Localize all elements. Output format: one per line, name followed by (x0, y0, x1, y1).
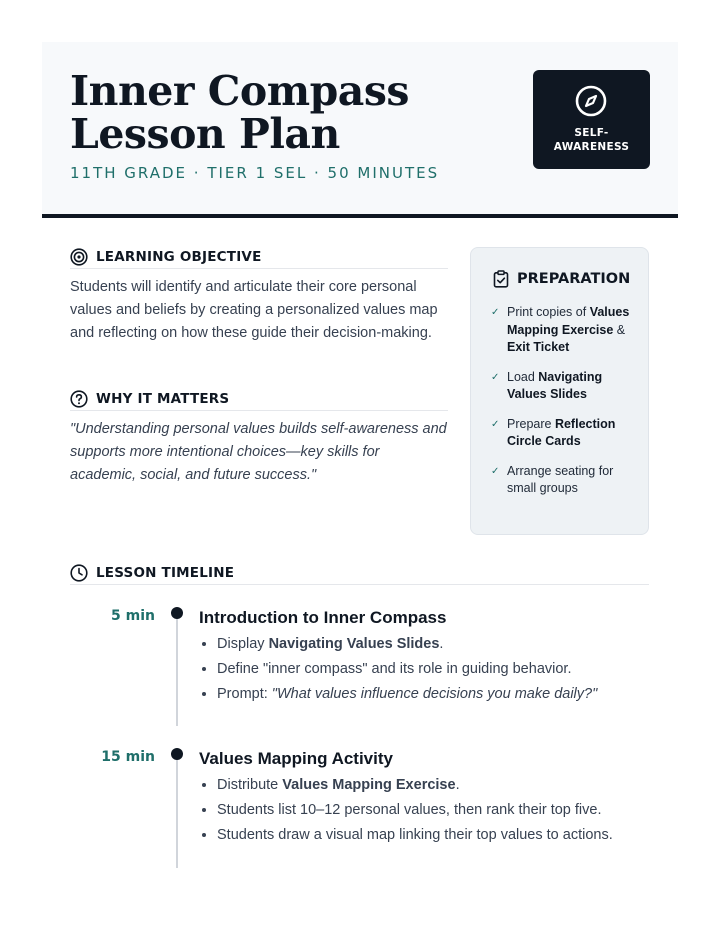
topic-badge (533, 70, 650, 169)
question-icon (70, 390, 88, 408)
target-icon (70, 248, 88, 266)
timeline-heading-label: LESSON TIMELINE (96, 565, 235, 581)
list-item: • Students draw a visual map linking their top values to actions. (217, 823, 657, 848)
list-item: • Students list 10–12 personal values, then rank their top five. (217, 798, 657, 823)
list-item: ✓ Arrange seating for small groups (491, 463, 636, 498)
clipboard-check-icon (493, 270, 509, 288)
timeline-dot (171, 607, 183, 619)
page-title: Inner Compass Lesson Plan (70, 67, 410, 158)
check-icon: ✓ (491, 418, 500, 430)
list-item: • Distribute Values Mapping Exercise. (217, 773, 657, 798)
why-heading (70, 390, 229, 408)
timeline-line (176, 753, 178, 868)
list-item: ✓ Load Navigating Values Slides (491, 369, 636, 404)
preparation-list (491, 304, 636, 498)
objective-text: Students will identify and articulate their core personal values and beliefs by creating a personalized values map and reflecting on how these guide their decision-making. (70, 279, 438, 341)
list-item: • Display Navigating Values Slides. (217, 632, 657, 657)
list-item: • Define "inner compass" and its role in guiding behavior. (217, 657, 657, 682)
divider (70, 268, 448, 269)
why-heading-label: WHY IT MATTERS (96, 391, 230, 407)
timeline-dot (171, 748, 183, 760)
preparation-heading-label: PREPARATION (517, 271, 631, 287)
timeline-line (176, 612, 178, 726)
step-title: Values Mapping Activity (199, 749, 393, 768)
badge-label: SELF-AWARENESS (553, 127, 630, 153)
check-icon: ✓ (491, 465, 500, 477)
list-item: • Prompt: "What values influence decisions you make daily?" (217, 682, 657, 707)
step-time: 15 min (101, 749, 155, 765)
step-time: 5 min (111, 608, 155, 624)
list-item: ✓ Print copies of Values Mapping Exercise & Exit Ticket (491, 304, 636, 357)
step-bullets (217, 632, 657, 707)
timeline-heading (70, 564, 234, 582)
divider (70, 584, 649, 585)
clock-icon (70, 564, 88, 582)
list-item: ✓ Prepare Reflection Circle Cards (491, 416, 636, 451)
objective-heading (70, 248, 262, 266)
header (42, 42, 678, 218)
preparation-panel (470, 247, 649, 535)
why-quote: "Understanding personal values builds self-awareness and supports more intentional choices—key skills for academic, social, and future success." (70, 421, 447, 483)
preparation-heading (493, 270, 630, 288)
step-bullets (217, 773, 657, 848)
compass-icon (574, 84, 608, 118)
page-subtitle: 11TH GRADE · TIER 1 SEL · 50 MINUTES (70, 164, 440, 182)
step-title: Introduction to Inner Compass (199, 608, 447, 627)
divider (70, 410, 448, 411)
check-icon: ✓ (491, 307, 500, 318)
check-icon: ✓ (491, 371, 500, 383)
objective-heading-label: LEARNING OBJECTIVE (96, 249, 262, 265)
